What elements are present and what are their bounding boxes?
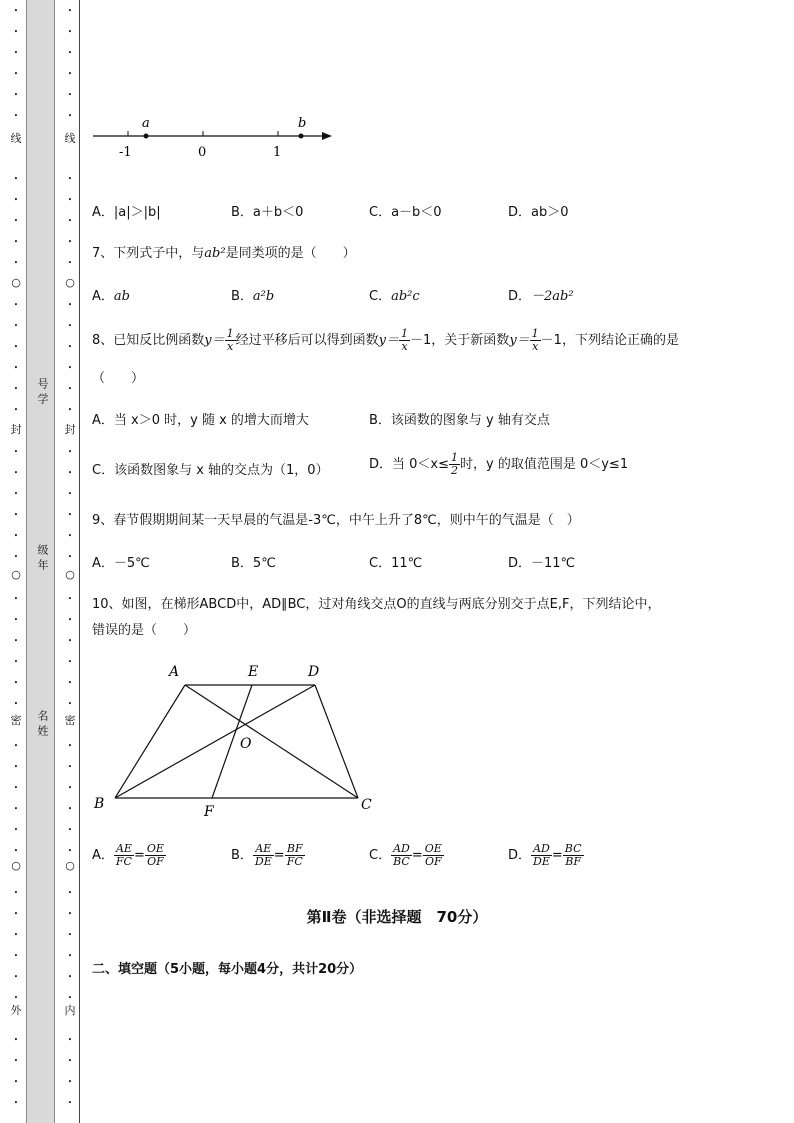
q8-answer-paren: （ ） [92,371,145,386]
seal-dot: • [67,595,73,603]
diagonal-bd [115,685,315,798]
name-label: 名姓 [36,710,49,740]
seal-dot: • [13,511,19,519]
q10-stem-line1: 10、如图，在梯形ABCD中，AD∥BC，过对角线交点O的直线与两底分别交于点E,F，下列结论中， [92,597,661,612]
vertex-label-a: A [169,664,180,680]
vertex-label-f: F [204,804,214,820]
seal-dot: • [13,1057,19,1065]
seal-dot: • [13,469,19,477]
q6-option-a: A．|a|＞|b| [92,205,161,220]
q7-stem: 7、下列式子中，与ab²是同类项的是（ ） [92,246,356,261]
vertex-label-b: B [94,796,105,812]
seal-dot: • [13,238,19,246]
q9-option-b: B．5℃ [231,556,276,571]
seal-dot: • [13,763,19,771]
q10-option-d: D． $\frac{AD}{DE}$ = $\frac{BC}{BF}$ [508,842,582,868]
seal-dot: • [13,217,19,225]
tick-label-neg1: -1 [119,145,132,160]
seal-dot: • [67,1099,73,1107]
seal-dot: • [13,70,19,78]
seal-dot: • [67,1036,73,1044]
seal-label: 线 [64,132,76,145]
q7-option-a: A．ab [92,289,130,304]
diagonal-ac [185,685,358,798]
seal-dot: • [13,658,19,666]
seal-dot: • [13,616,19,624]
vertex-label-c: C [361,797,372,813]
outer-seal-column [6,0,26,1123]
seal-label: 密 [64,714,76,727]
seal-dot: • [67,910,73,918]
seal-dot: • [67,511,73,519]
q7-option-d: D．－2ab² [508,289,574,304]
seal-dot: • [67,763,73,771]
seal-dot: • [13,595,19,603]
seal-dot: • [13,175,19,183]
seal-dot: • [67,196,73,204]
segment-ab [115,685,185,798]
seal-dot: • [67,301,73,309]
seal-dot: • [13,910,19,918]
seal-dot: • [67,994,73,1002]
seal-circle-icon: ○ [65,859,75,872]
seal-dot: • [67,91,73,99]
seal-dot: • [67,175,73,183]
seal-circle-icon: ○ [65,276,75,289]
seal-dot: • [67,217,73,225]
seal-dot: • [13,931,19,939]
seal-dot: • [67,679,73,687]
seal-dot: • [67,637,73,645]
seal-dot: • [13,742,19,750]
section-ii-title: 第Ⅱ卷（非选择题 70分） [306,908,488,926]
seal-dot: • [13,196,19,204]
seal-dot: • [13,301,19,309]
student-number-label: 号学 [36,378,49,408]
q7-option-c: C．ab²c [369,289,420,304]
label-a: a [142,116,150,131]
seal-dot: • [67,1057,73,1065]
q8-stem: 8、已知反比例函数y＝ $\frac{1}{x}$ 经过平移后可以得到函数y＝ $\frac{1}{x}$ －1，关于新函数y＝ $\frac{1}{x}$ －1，下列结论正确的是 [92,327,679,353]
seal-dot: • [67,469,73,477]
seal-dot: • [13,259,19,267]
seal-dot: • [13,406,19,414]
segment-dc [315,685,358,798]
seal-dot: • [13,679,19,687]
seal-dot: • [13,490,19,498]
seal-dot: • [67,1078,73,1086]
seal-dot: • [13,973,19,981]
seal-dot: • [13,7,19,15]
seal-label: 线 [10,132,22,145]
q10-option-c: C． $\frac{AD}{BC}$ = $\frac{OE}{OF}$ [369,842,442,868]
q8-option-d: D．当 0＜x≤ $\frac{1}{2}$ 时，y 的取值范围是 0＜y≤1 [369,451,629,477]
seal-dot: • [13,343,19,351]
seal-dot: • [67,70,73,78]
inner-seal-column [60,0,80,1123]
seal-dot: • [67,553,73,561]
seal-dot: • [67,364,73,372]
seal-label: 封 [64,423,76,436]
q9-option-a: A．－5℃ [92,556,150,571]
seal-dot: • [13,322,19,330]
q10-option-a: A． $\frac{AE}{FC}$ = $\frac{OE}{OF}$ [92,842,164,868]
seal-dot: • [13,952,19,960]
seal-dot: • [67,112,73,120]
seal-dot: • [67,826,73,834]
seal-dot: • [67,238,73,246]
seal-dot: • [67,385,73,393]
seal-dot: • [67,847,73,855]
q8-option-b: B．该函数的图象与 y 轴有交点 [369,413,550,428]
q9-stem: 9、春节假期期间某一天早晨的气温是-3℃，中午上升了8℃，则中午的气温是（ ） [92,513,580,528]
point-b [299,134,304,139]
seal-dot: • [67,49,73,57]
seal-dot: • [67,742,73,750]
q10-option-b: B． $\frac{AE}{DE}$ = $\frac{BF}{FC}$ [231,842,303,868]
seal-dot: • [13,637,19,645]
seal-dot: • [67,616,73,624]
seal-dot: • [67,532,73,540]
seal-dot: • [67,784,73,792]
seal-circle-icon: ○ [11,568,21,581]
class-label: 级年 [36,544,49,574]
seal-label: 外 [10,1004,22,1017]
q9-option-c: C．11℃ [369,556,423,571]
seal-dot: • [13,826,19,834]
seal-label: 内 [64,1004,76,1017]
q6-option-c: C．a－b＜0 [369,205,442,220]
seal-dot: • [13,700,19,708]
seal-dot: • [67,805,73,813]
seal-dot: • [13,784,19,792]
seal-dot: • [67,406,73,414]
label-b: b [298,116,307,131]
point-a [144,134,149,139]
seal-dot: • [67,7,73,15]
seal-dot: • [13,994,19,1002]
seal-label: 封 [10,423,22,436]
seal-circle-icon: ○ [11,859,21,872]
seal-dot: • [13,112,19,120]
seal-dot: • [13,847,19,855]
q10-stem-line2: 错误的是（ ） [92,623,197,638]
q7-option-b: B．a²b [231,289,275,304]
seal-dot: • [13,805,19,813]
seal-dot: • [13,49,19,57]
vertex-label-d: D [308,664,320,680]
seal-dot: • [67,448,73,456]
q9-option-d: D．－11℃ [508,556,576,571]
seal-dot: • [13,1099,19,1107]
tick-label-1: 1 [273,145,282,160]
seal-dot: • [67,973,73,981]
seal-dot: • [67,889,73,897]
seal-label: 密 [10,714,22,727]
seal-dot: • [67,658,73,666]
seal-dot: • [13,532,19,540]
seal-dot: • [67,322,73,330]
fill-in-blank-heading: 二、填空题（5小题，每小题4分，共计20分） [92,962,363,977]
seal-dot: • [67,700,73,708]
seal-dot: • [67,259,73,267]
seal-dot: • [67,931,73,939]
number-line-arrow [322,132,332,140]
q6-option-d: D．ab＞0 [508,205,569,220]
seal-dot: • [13,385,19,393]
number-line-figure [88,112,348,162]
seal-circle-icon: ○ [65,568,75,581]
seal-dot: • [13,28,19,36]
seal-dot: • [67,952,73,960]
seal-circle-icon: ○ [11,276,21,289]
seal-dot: • [13,889,19,897]
q8-option-c: C．该函数图象与 x 轴的交点为（1，0） [92,463,329,478]
seal-dot: • [13,364,19,372]
seal-dot: • [67,490,73,498]
tick-label-0: 0 [198,145,207,160]
trapezoid-figure [90,655,390,825]
seal-dot: • [13,1078,19,1086]
vertex-label-e: E [248,664,259,680]
seal-dot: • [13,553,19,561]
vertex-label-o: O [240,736,252,752]
seal-dot: • [13,1036,19,1044]
seal-dot: • [67,343,73,351]
seal-dot: • [13,91,19,99]
q6-option-b: B．a＋b＜0 [231,205,304,220]
seal-dot: • [13,448,19,456]
seal-dot: • [67,28,73,36]
q8-option-a: A．当 x＞0 时，y 随 x 的增大而增大 [92,413,309,428]
